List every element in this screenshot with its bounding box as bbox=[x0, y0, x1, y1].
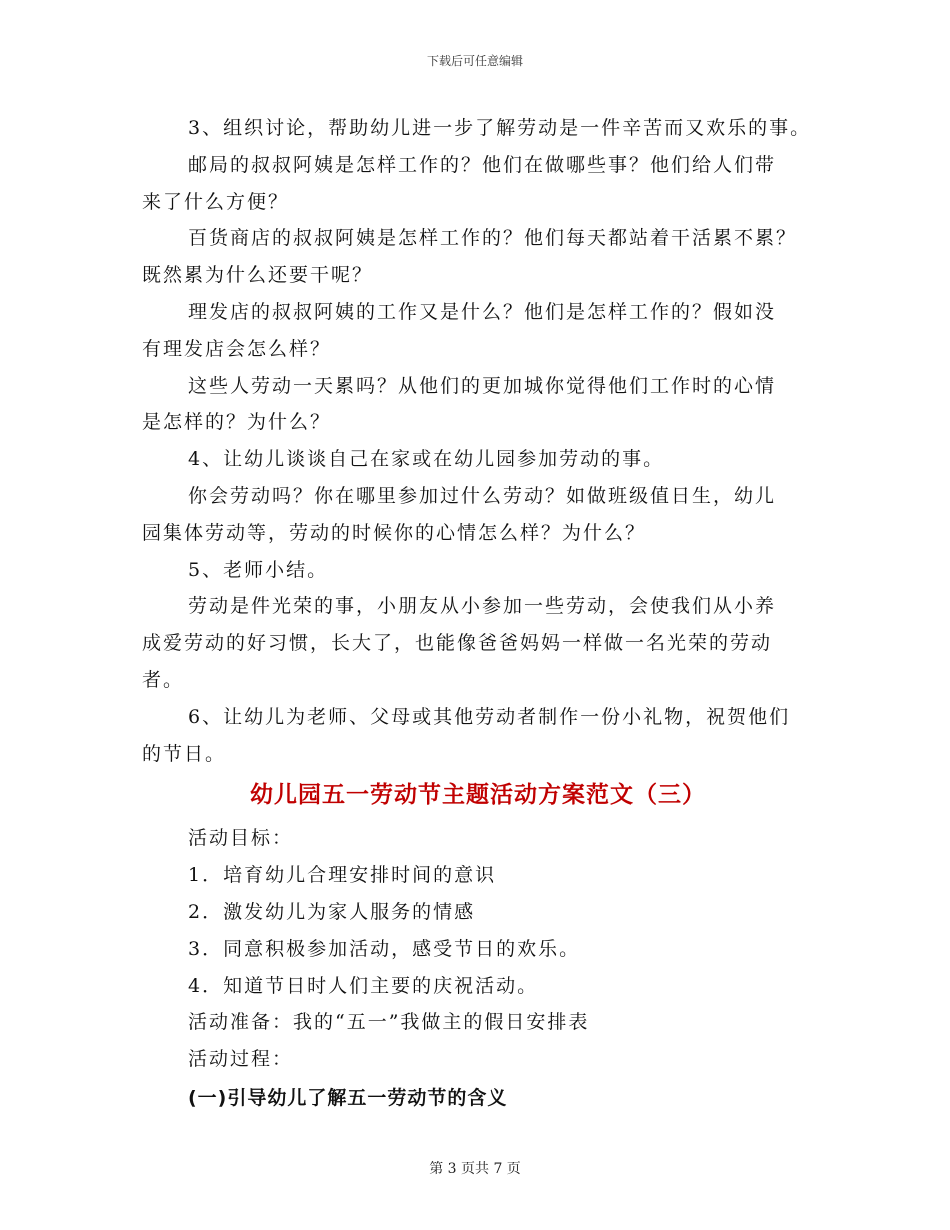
subsection-heading: (一)引导幼儿了解五一劳动节的含义 bbox=[188, 1086, 508, 1109]
section-line: 活动过程： bbox=[188, 1048, 294, 1071]
paragraph-line: 邮局的叔叔阿姨是怎样工作的？他们在做哪些事？他们给人们带 bbox=[188, 153, 777, 176]
paragraph-line: 的节日。 bbox=[142, 742, 227, 765]
section-title: 幼儿园五一劳动节主题活动方案范文（三） bbox=[250, 782, 706, 809]
paragraph-line: 有理发店会怎么样？ bbox=[142, 337, 332, 360]
paragraph-line: 6、让幼儿为老师、父母或其他劳动者制作一份小礼物，祝贺他们 bbox=[188, 705, 791, 728]
paragraph-line: 既然累为什么还要干呢？ bbox=[142, 264, 374, 287]
page-header: 下载后可任意编辑 bbox=[426, 54, 523, 68]
page-footer: 第 3 页共 7 页 bbox=[429, 1161, 521, 1177]
section-line: 活动准备：我的“五一”我做主的假日安排表 bbox=[188, 1011, 590, 1034]
paragraph-line: 是怎样的？为什么？ bbox=[142, 411, 332, 434]
paragraph-line: 4、让幼儿谈谈自己在家或在幼儿园参加劳动的事。 bbox=[188, 448, 665, 471]
section-line: 1．培育幼儿合理安排时间的意识 bbox=[188, 864, 497, 887]
paragraph-line: 理发店的叔叔阿姨的工作又是什么？他们是怎样工作的？假如没 bbox=[188, 300, 777, 323]
paragraph-line: 你会劳动吗？你在哪里参加过什么劳动？如做班级值日生，幼儿 bbox=[188, 484, 777, 507]
paragraph-line: 者。 bbox=[142, 668, 185, 691]
section-line: 2．激发幼儿为家人服务的情感 bbox=[188, 900, 476, 923]
document-body bbox=[142, 110, 814, 1118]
paragraph-line: 来了什么方便？ bbox=[142, 190, 290, 213]
paragraph-line: 园集体劳动等，劳动的时候你的心情怎么样？为什么？ bbox=[142, 521, 647, 544]
paragraph-line: 5、老师小结。 bbox=[188, 558, 329, 581]
paragraph-line: 3、组织讨论，帮助幼儿进一步了解劳动是一件辛苦而又欢乐的事。 bbox=[188, 117, 812, 139]
section-line: 活动目标： bbox=[188, 827, 294, 850]
paragraph-line: 成爱劳动的好习惯，长大了，也能像爸爸妈妈一样做一名光荣的劳动 bbox=[142, 632, 773, 655]
paragraph-line: 百货商店的叔叔阿姨是怎样工作的？他们每天都站着干活累不累？ bbox=[188, 227, 798, 250]
paragraph-line: 这些人劳动一天累吗？从他们的更加城你觉得他们工作时的心情 bbox=[188, 374, 777, 397]
section-line: 4．知道节日时人们主要的庆祝活动。 bbox=[188, 974, 539, 997]
section-line: 3．同意积极参加活动，感受节日的欢乐。 bbox=[188, 937, 581, 960]
paragraph-line: 劳动是件光荣的事，小朋友从小参加一些劳动，会使我们从小养 bbox=[188, 595, 777, 618]
